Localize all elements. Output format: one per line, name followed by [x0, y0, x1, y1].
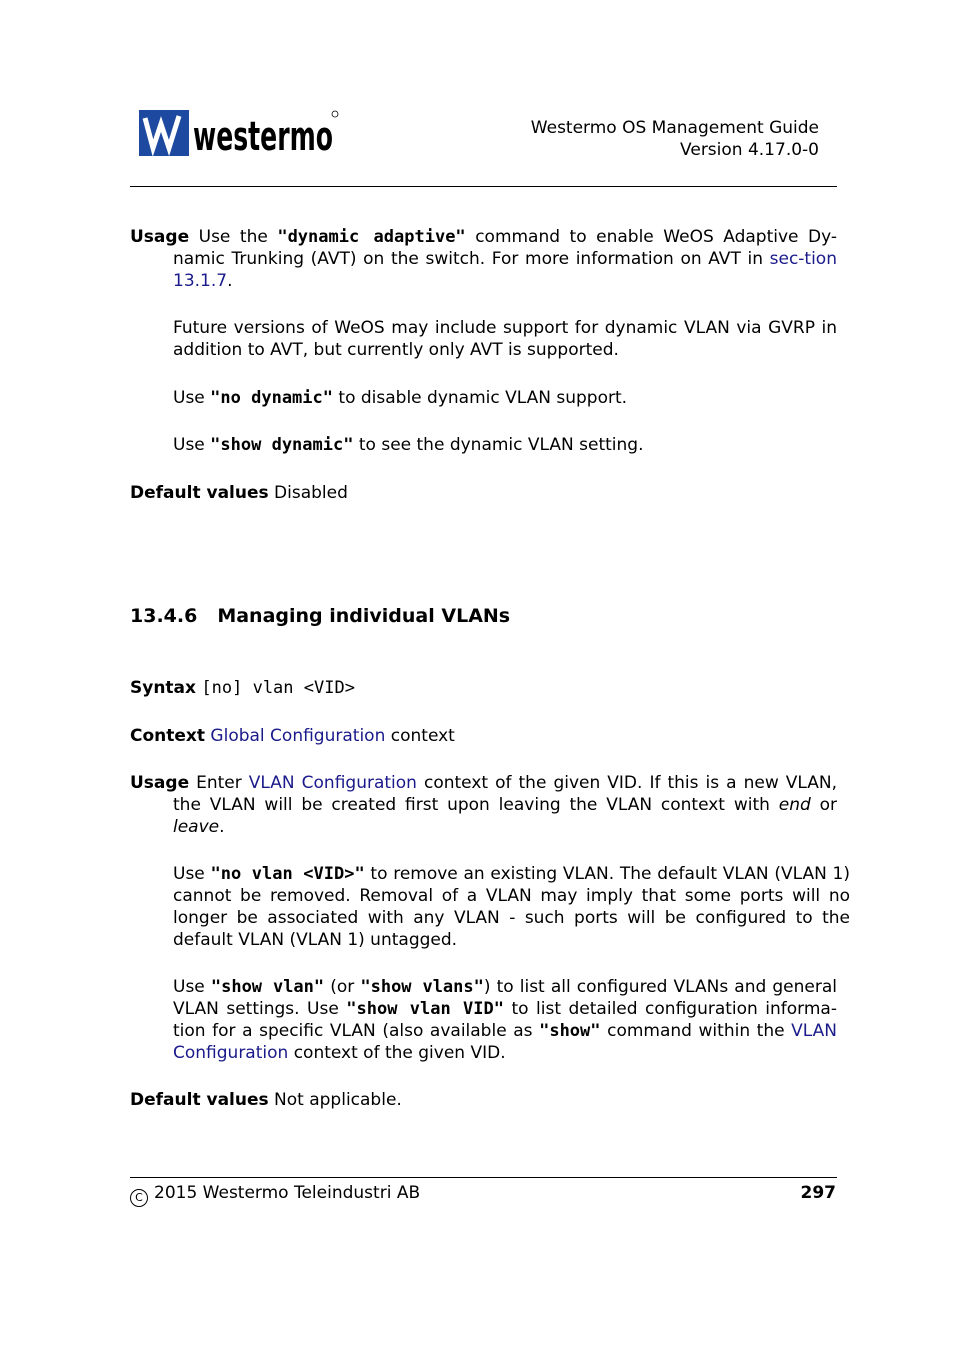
header-info — [531, 117, 819, 161]
command-no-vlan: "no vlan <VID>" — [210, 864, 365, 884]
guide-title: Westermo OS Management Guide — [530, 118, 819, 138]
link-vlan-configuration[interactable]: VLAN Configuration — [248, 773, 417, 793]
syntax-value: [no] vlan <VID> — [201, 678, 355, 698]
vlan-usage-show-vlan: Use "show vlan" (or "show vlans") to list all configured VLANs and general VLAN settings. Use "show vlan VID" to list detailed configuration informa-tion for a specific VLAN (also available as "show" command within the VLAN Configuration context of the given VID. — [173, 977, 837, 1063]
command-dynamic-adaptive: "dynamic adaptive" — [277, 227, 466, 247]
dynamic-usage-block: Usage Use the "dynamic adaptive" command to enable WeOS Adaptive Dy- namic Trunking (AVT) on the switch. For more information on AVT in sec-tion 13.1.7. — [130, 227, 837, 291]
command-show-dynamic: "show dynamic" — [210, 435, 354, 455]
default-values-value: Not applicable. — [274, 1090, 402, 1110]
footer-divider — [130, 1177, 837, 1178]
guide-version: Version 4.17.0-0 — [680, 140, 819, 160]
vlan-syntax — [130, 677, 837, 699]
logo-wordmark: westermo — [193, 114, 333, 160]
dynamic-usage-future: Future versions of WeOS may include support for dynamic VLAN via GVRP in addition to AVT, but currently only AVT is supported. — [173, 318, 837, 360]
link-section-13-1-7[interactable]: sec-tion 13.1.7 — [173, 249, 837, 291]
context-label: Context — [130, 726, 206, 746]
default-values-value: Disabled — [274, 483, 348, 503]
usage-label: Usage — [130, 773, 190, 793]
link-global-configuration[interactable]: Global Configuration — [210, 726, 386, 746]
logo-graphic — [139, 110, 339, 158]
command-show-vlans: "show vlans" — [360, 977, 484, 997]
section-title: Managing individual VLANs — [217, 605, 511, 627]
command-no-dynamic: "no dynamic" — [210, 388, 333, 408]
dynamic-default-values — [130, 482, 837, 504]
section-heading — [130, 604, 510, 628]
section-number: 13.4.6 — [130, 605, 198, 627]
command-show-vlan-vid: "show vlan VID" — [346, 999, 504, 1019]
default-values-label: Default values — [130, 483, 269, 503]
copyright-icon: C — [130, 1189, 148, 1207]
dynamic-usage-no-dynamic: Use "no dynamic" to disable dynamic VLAN support. — [173, 388, 628, 408]
page-number: 297 — [800, 1183, 836, 1203]
usage-label: Usage — [130, 227, 190, 247]
command-show: "show" — [539, 1021, 601, 1041]
header-divider — [130, 186, 837, 187]
vlan-usage-block: Usage Enter VLAN Configuration context of the given VID. If this is a new VLAN, the VLAN will be created first upon leaving the VLAN context with end or leave. — [130, 773, 838, 837]
vlan-context: Context Global Configuration context — [130, 726, 455, 746]
footer-copyright — [130, 1182, 420, 1207]
vlan-default-values — [130, 1089, 837, 1111]
default-values-label: Default values — [130, 1090, 269, 1110]
command-show-vlan: "show vlan" — [210, 977, 325, 997]
westermo-logo — [139, 110, 339, 158]
link-vlan-configuration-2[interactable]: VLAN Configuration — [173, 1021, 837, 1063]
copyright-text: 2015 Westermo Teleindustri AB — [154, 1183, 421, 1203]
vlan-usage-no-vlan: Use "no vlan <VID>" to remove an existing VLAN. The default VLAN (VLAN 1) cannot be removed. Removal of a VLAN may imply that some ports will no longer be associated with any VLAN - such ports will be configured to the default VLAN (VLAN 1) untagged. — [173, 864, 850, 950]
syntax-label: Syntax — [130, 678, 196, 698]
dynamic-usage-show-dynamic: Use "show dynamic" to see the dynamic VLAN setting. — [173, 435, 644, 455]
